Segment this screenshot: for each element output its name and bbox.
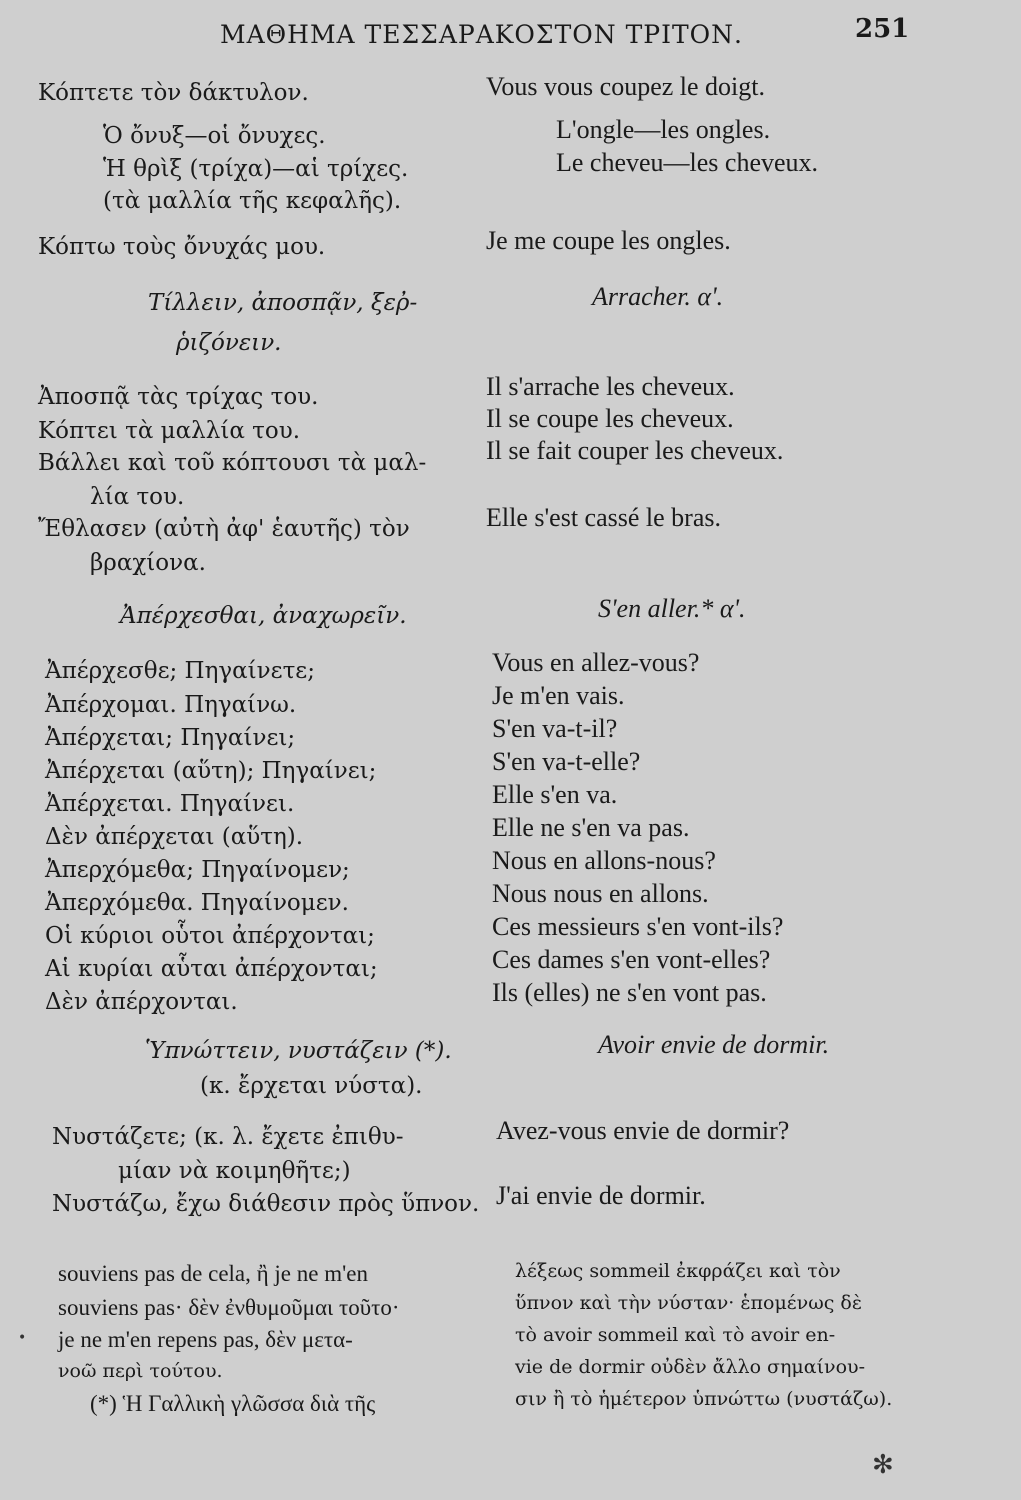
footnote-line: je ne m'en repens pas, δὲν μετα- bbox=[58, 1327, 353, 1352]
greek-line: Δὲν ἀπέρχονται. bbox=[45, 989, 238, 1015]
greek-line: Δὲν ἀπέρχεται (αὕτη). bbox=[45, 824, 304, 850]
greek-line: Κόπτει τὰ μαλλία του. bbox=[38, 418, 301, 444]
french-line: Avez-vous envie de dormir? bbox=[496, 1116, 790, 1145]
greek-line: Βάλλει καὶ τοῦ κόπτουσι τὰ μαλ- bbox=[38, 450, 427, 476]
french-line: Il se fait couper les cheveux. bbox=[486, 436, 784, 465]
section-heading-greek-note: (κ. ἔρχεται νύστα). bbox=[200, 1073, 423, 1099]
french-line: Je me coupe les ongles. bbox=[486, 226, 731, 255]
greek-line: βραχίονα. bbox=[90, 550, 206, 576]
greek-line: λία του. bbox=[90, 484, 185, 510]
running-title: ΜΑΘΗΜΑ ΤΕΣΣΑΡΑΚΟΣΤΟΝ ΤΡΙΤΟΝ. bbox=[220, 20, 743, 49]
french-line: Vous vous coupez le doigt. bbox=[486, 72, 765, 101]
ink-speck-icon: • bbox=[18, 1330, 27, 1346]
greek-line: μίαν νὰ κοιμηθῆτε;) bbox=[118, 1158, 351, 1184]
footnote-line: σιν ἢ τὸ ἡμέτερον ὑπνώττω (νυστάζω). bbox=[515, 1388, 893, 1410]
greek-line: Ἀπέρχεσθε; Πηγαίνετε; bbox=[45, 658, 315, 684]
greek-line: (τὰ μαλλία τῆς κεφαλῆς). bbox=[103, 188, 402, 214]
french-line: S'en va-t-elle? bbox=[492, 747, 641, 776]
footnote-line: ὕπνον καὶ τὴν νύσταν· ἑπομένως δὲ bbox=[515, 1292, 863, 1314]
greek-line: Ἀπέρχεται. Πηγαίνει. bbox=[45, 791, 295, 817]
footnote-line: souviens pas· δὲν ἐνθυμοῦμαι τοῦτο· bbox=[58, 1295, 400, 1320]
section-heading-greek: Ἀπέρχεσθαι, ἀναχωρεῖν. bbox=[120, 603, 407, 629]
french-line: Ils (elles) ne s'en vont pas. bbox=[492, 978, 767, 1007]
french-line: J'ai envie de dormir. bbox=[496, 1181, 706, 1210]
french-line: Nous en allons-nous? bbox=[492, 846, 716, 875]
footnote-line: λέξεως sommeil ἐκφράζει καὶ τὸν bbox=[515, 1260, 841, 1282]
greek-line: Κόπτω τοὺς ὄνυχάς μου. bbox=[38, 234, 326, 260]
greek-line: Ἀπερχόμεθα; Πηγαίνομεν; bbox=[45, 857, 350, 883]
greek-line: Ἀπερχόμεθα. Πηγαίνομεν. bbox=[45, 890, 349, 916]
french-line: Nous nous en allons. bbox=[492, 879, 709, 908]
greek-line: Ἀποσπᾷ τὰς τρίχας του. bbox=[38, 384, 319, 410]
section-heading-greek: Τίλλειν, ἀποσπᾷν, ξεῤ- bbox=[148, 290, 418, 316]
greek-line: Ὁ ὄνυξ—οἱ ὄνυχες. bbox=[103, 123, 326, 149]
french-line: Elle s'est cassé le bras. bbox=[486, 503, 721, 532]
ink-smudge-icon: ✻ bbox=[872, 1450, 894, 1480]
french-line: Ces dames s'en vont-elles? bbox=[492, 945, 771, 974]
footnote-line: (*) Ἡ Γαλλικὴ γλῶσσα διὰ τῆς bbox=[90, 1391, 376, 1416]
footnote-line: vie de dormir οὐδὲν ἄλλο σημαίνου- bbox=[515, 1356, 865, 1378]
french-line: S'en va-t-il? bbox=[492, 714, 618, 743]
section-heading-french: Avoir envie de dormir. bbox=[598, 1030, 830, 1059]
french-line: Ces messieurs s'en vont-ils? bbox=[492, 912, 784, 941]
section-heading-greek: ῥιζόνειν. bbox=[176, 330, 282, 356]
greek-line: Ἔθλασεν (αὐτὴ ἀφ' ἑαυτῆς) τὸν bbox=[38, 516, 410, 542]
greek-line: Ἡ θρὶξ (τρίχα)—αἱ τρίχες. bbox=[103, 156, 409, 182]
french-line: Je m'en vais. bbox=[492, 681, 625, 710]
greek-line: Αἱ κυρίαι αὗται ἀπέρχονται; bbox=[45, 956, 378, 982]
french-line: L'ongle—les ongles. bbox=[556, 115, 771, 144]
footnote-line: τὸ avoir sommeil καὶ τὸ avoir en- bbox=[515, 1324, 836, 1346]
greek-line: Ἀπέρχεται; Πηγαίνει; bbox=[45, 725, 296, 751]
french-line: Il se coupe les cheveux. bbox=[486, 404, 734, 433]
greek-line: Νυστάζετε; (κ. λ. ἔχετε ἐπιθυ- bbox=[52, 1124, 404, 1150]
section-heading-french: Arracher. α'. bbox=[592, 282, 724, 311]
french-line: Il s'arrache les cheveux. bbox=[486, 372, 735, 401]
french-line: Elle ne s'en va pas. bbox=[492, 813, 690, 842]
footnote-line: souviens pas de cela, ἢ je ne m'en bbox=[58, 1261, 368, 1286]
page-header bbox=[0, 12, 1021, 52]
french-line: Le cheveu—les cheveux. bbox=[556, 148, 819, 177]
section-heading-greek: Ὑπνώττειν, νυστάζειν (*). bbox=[145, 1038, 452, 1064]
greek-line: Ἀπέρχεται (αὕτη); Πηγαίνει; bbox=[45, 758, 377, 784]
greek-line: Οἱ κύριοι οὗτοι ἀπέρχονται; bbox=[45, 923, 375, 949]
greek-line: Νυστάζω, ἔχω διάθεσιν πρὸς ὕπνον. bbox=[52, 1191, 480, 1217]
section-heading-french: S'en aller.* α'. bbox=[598, 594, 746, 623]
greek-line: Ἀπέρχομαι. Πηγαίνω. bbox=[45, 692, 297, 718]
page-number: 251 bbox=[855, 14, 910, 44]
french-line: Elle s'en va. bbox=[492, 780, 618, 809]
footnote-line: νοῶ περὶ τούτου. bbox=[58, 1360, 223, 1382]
french-line: Vous en allez-vous? bbox=[492, 648, 700, 677]
greek-line: Κόπτετε τὸν δάκτυλον. bbox=[38, 80, 309, 106]
